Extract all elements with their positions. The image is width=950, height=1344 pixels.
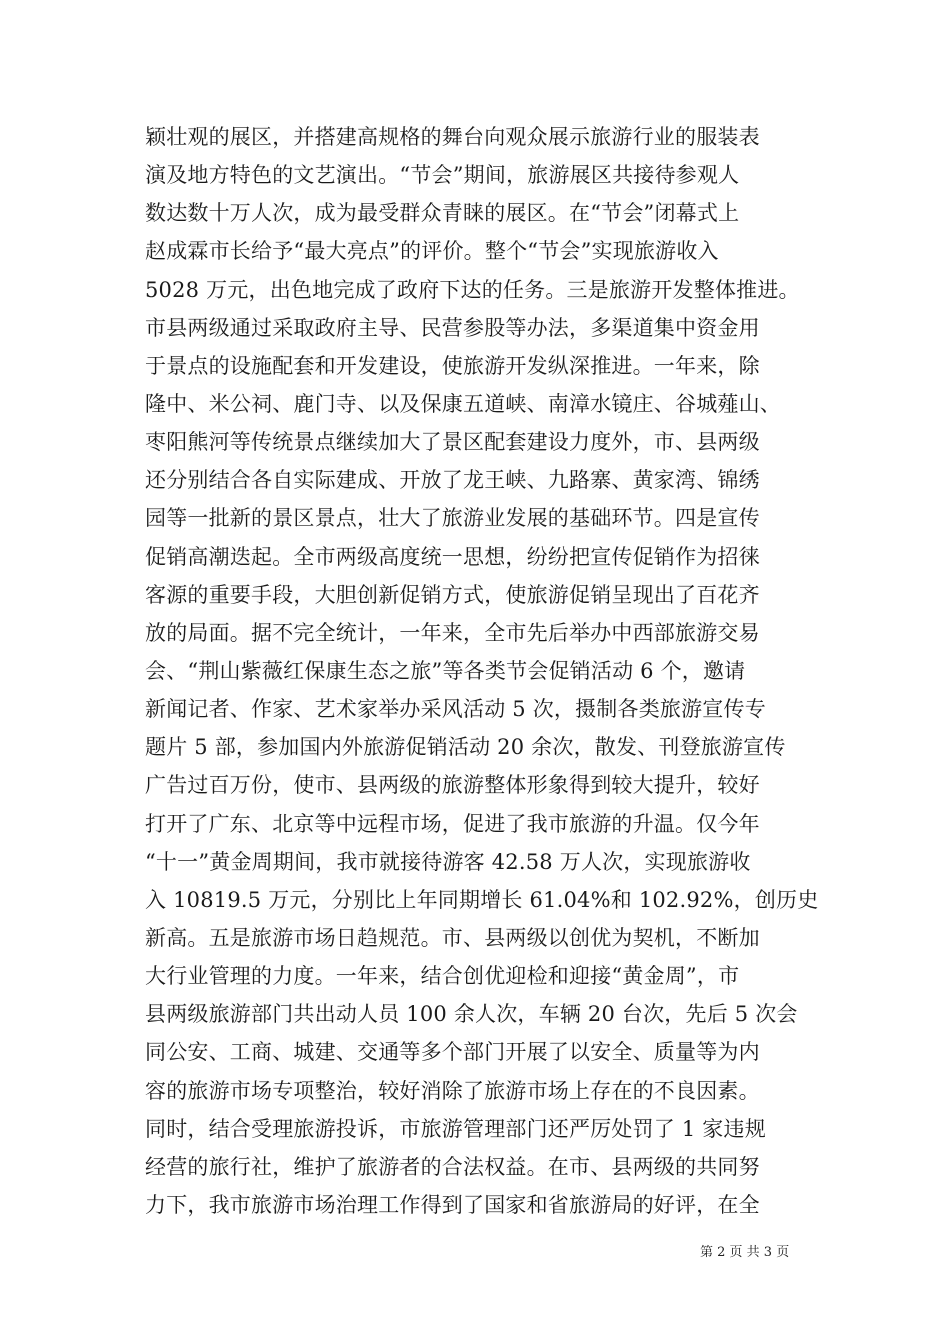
text-line: 促销高潮迭起。全市两级高度统一思想，纷纷把宣传促销作为招徕 (145, 544, 760, 569)
text-line: 放的局面。据不完全统计，一年来，全市先后举办中西部旅游交易 (145, 620, 760, 645)
text-line: 新闻记者、作家、艺术家举办采风活动 5 次，摄制各类旅游宣传专 (145, 697, 766, 722)
text-line: 颖壮观的展区，并搭建高规格的舞台向观众展示旅游行业的服装表 (145, 125, 760, 149)
text-line: 县两级旅游部门共出动人员 100 余人次，车辆 20 台次，先后 5 次会 (145, 1002, 798, 1027)
text-line: 容的旅游市场专项整治，较好消除了旅游市场上存在的不良因素。 (145, 1078, 760, 1103)
text-line: 5028 万元，出色地完成了政府下达的任务。三是旅游开发整体推进。 (145, 277, 800, 302)
text-line: 打开了广东、北京等中远程市场，促进了我市旅游的升温。仅今年 (145, 811, 760, 836)
text-line: 经营的旅行社，维护了旅游者的合法权益。在市、县两级的共同努 (145, 1154, 760, 1179)
text-line: 新高。五是旅游市场日趋规范。市、县两级以创优为契机，不断加 (145, 925, 760, 950)
text-line: 园等一批新的景区景点，壮大了旅游业发展的基础环节。四是宣传 (145, 506, 760, 531)
text-line: 广告过百万份，使市、县两级的旅游整体形象得到较大提升，较好 (145, 773, 760, 798)
text-line: 赵成霖市长给予“最大亮点”的评价。整个“节会”实现旅游收入 (145, 239, 719, 264)
page-number-footer: 第 2 页 共 3 页 (700, 1245, 790, 1260)
text-line: 还分别结合各自实际建成、开放了龙王峡、九路寨、黄家湾、锦绣 (145, 468, 760, 493)
text-line: 市县两级通过采取政府主导、民营参股等办法，多渠道集中资金用 (145, 315, 760, 340)
text-line: 演及地方特色的文艺演出。“节会”期间，旅游展区共接待参观人 (145, 163, 740, 188)
text-line: 枣阳熊河等传统景点继续加大了景区配套建设力度外，市、县两级 (145, 430, 760, 455)
text-line: 入 10819.5 万元，分别比上年同期增长 61.04%和 102.92%，创历史 (145, 887, 819, 912)
text-line: 数达数十万人次，成为最受群众青睐的展区。在“节会”闭幕式上 (145, 201, 740, 226)
text-line: “十一”黄金周期间，我市就接待游客 42.58 万人次，实现旅游收 (145, 849, 751, 874)
text-line: 会、“荆山紫薇红保康生态之旅”等各类节会促销活动 6 个，邀请 (145, 658, 746, 683)
text-line: 客源的重要手段，大胆创新促销方式，使旅游促销呈现出了百花齐 (145, 582, 760, 607)
text-line: 于景点的设施配套和开发建设，使旅游开发纵深推进。一年来，除 (145, 353, 760, 378)
text-line: 同时，结合受理旅游投诉，市旅游管理部门还严厉处罚了 1 家违规 (145, 1116, 766, 1141)
text-line: 题片 5 部，参加国内外旅游促销活动 20 余次，散发、刊登旅游宣传 (145, 735, 786, 760)
text-line: 同公安、工商、城建、交通等多个部门开展了以安全、质量等为内 (145, 1040, 760, 1065)
text-line: 力下，我市旅游市场治理工作得到了国家和省旅游局的好评，在全 (145, 1192, 760, 1217)
text-line: 大行业管理的力度。一年来，结合创优迎检和迎接“黄金周”，市 (145, 964, 740, 989)
body-paragraph (145, 118, 819, 1224)
text-line: 隆中、米公祠、鹿门寺、以及保康五道峡、南漳水镜庄、谷城薤山、 (145, 391, 781, 416)
